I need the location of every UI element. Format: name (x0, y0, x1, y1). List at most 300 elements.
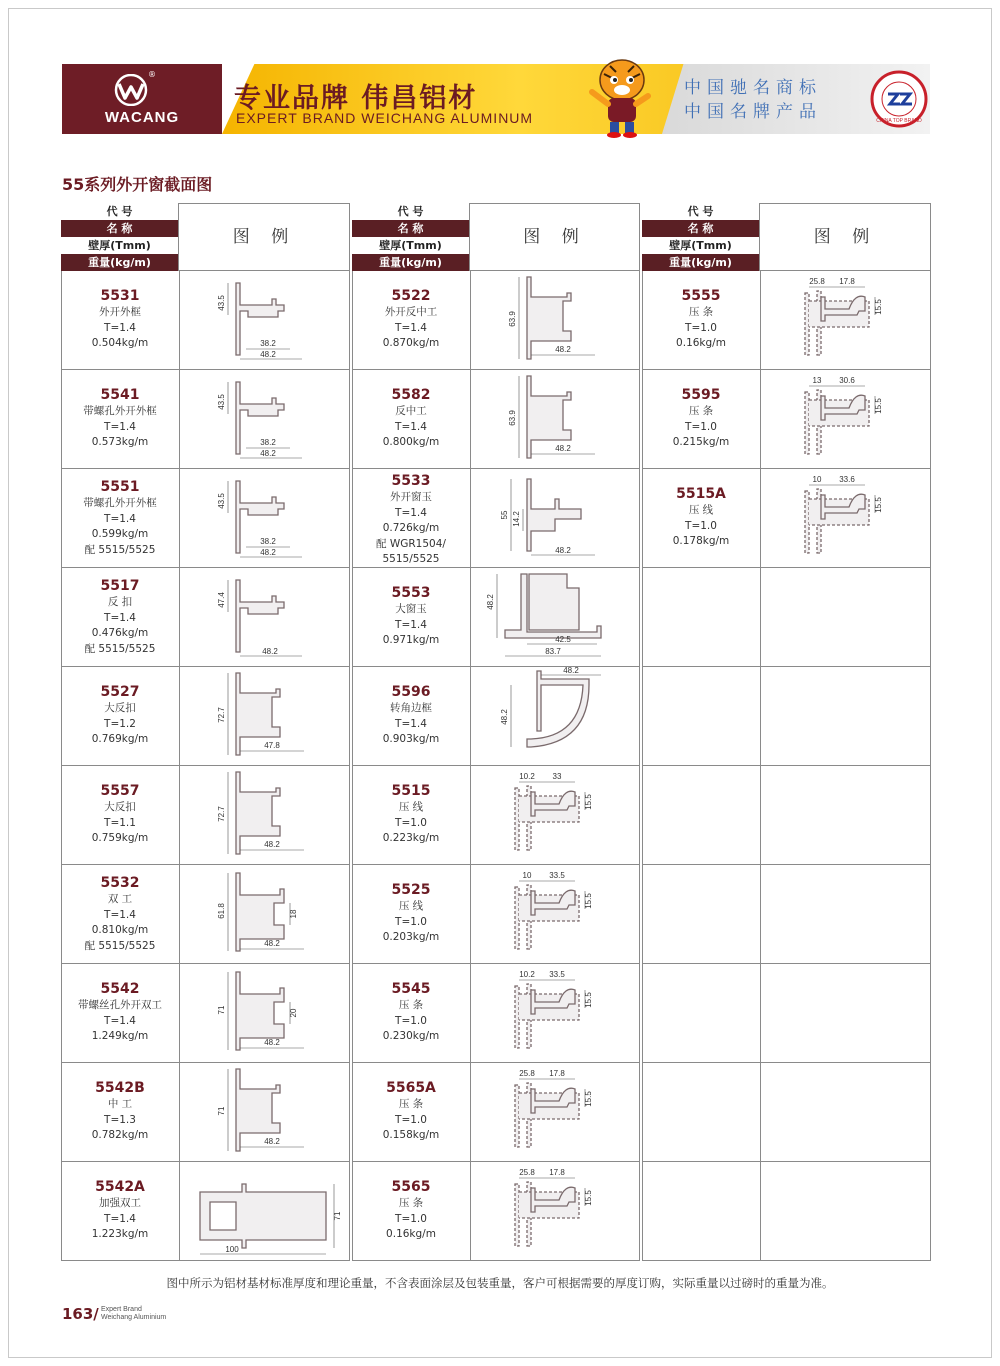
profile-spec: T=1.3 (104, 1113, 136, 1126)
profile-spec: T=1.4 (104, 1212, 136, 1225)
table-row (352, 1063, 640, 1162)
profile-info (352, 865, 470, 964)
profile-info (61, 667, 179, 766)
profile-spec: 0.230kg/m (382, 1030, 440, 1042)
table-row (642, 766, 931, 865)
profile-info (61, 865, 179, 964)
profile-spec: 0.476kg/m (91, 627, 149, 639)
profile-spec: T=1.4 (104, 512, 136, 525)
dimension-label: 48.2 (264, 939, 280, 948)
table-row (642, 865, 931, 964)
profile-figure (180, 667, 344, 766)
header-thickness: 壁厚(Tmm) (61, 237, 178, 254)
table-row (61, 568, 350, 667)
profile-code: 5582 (391, 387, 431, 403)
profile-info (352, 766, 470, 865)
dimension-label: 33.5 (549, 970, 565, 979)
cert-line-2: 中国名牌产品 (684, 102, 822, 122)
dimension-label: 38.2 (260, 537, 276, 546)
table-row (352, 865, 640, 964)
profile-spec: 压 条 (688, 306, 714, 318)
dimension-label: 33.6 (839, 475, 855, 484)
profile-spec: 带螺孔外开外框 (83, 405, 157, 417)
profile-info (642, 865, 760, 964)
dimension-label: 10.2 (519, 772, 535, 781)
profile-spec: T=1.1 (104, 816, 136, 829)
profile-spec: T=1.4 (395, 717, 427, 730)
slogan-english: EXPERT BRAND WEICHANG ALUMINUM (236, 110, 534, 126)
profile-spec: 压 线 (688, 504, 714, 516)
cross-section-drawing (180, 865, 344, 964)
profile-spec: 大反扣 (104, 702, 136, 714)
profile-code: 5525 (391, 882, 431, 898)
dimension-label: 33 (552, 772, 562, 781)
dimension-label: 72.7 (217, 806, 226, 822)
table-row (642, 469, 931, 568)
profile-info (352, 667, 470, 766)
profile-spec: 0.223kg/m (382, 832, 440, 844)
profile-code: 5515A (676, 486, 726, 502)
profile-spec: 双 工 (107, 893, 133, 905)
profile-shape (527, 671, 589, 747)
dimension-label: 48.2 (260, 548, 276, 557)
profile-code: 5531 (100, 288, 140, 304)
cross-section-drawing (180, 568, 344, 667)
brand-logo (62, 64, 222, 134)
table-row (61, 1063, 350, 1162)
dimension-label: 48.2 (500, 709, 509, 725)
seal-caption: CHINA TOP BRAND (876, 118, 922, 124)
slogan-text: 专业品牌 伟昌铝材 (234, 83, 478, 114)
table-row (642, 1162, 931, 1261)
profile-spec: 外开反中工 (384, 306, 438, 318)
table-row (61, 370, 350, 469)
dimension-label: 48.2 (264, 1137, 280, 1146)
dimension-label: 71 (217, 1106, 226, 1116)
dimension-label: 10.2 (519, 970, 535, 979)
dimension-label: 25.8 (809, 277, 825, 286)
profile-info (352, 964, 470, 1063)
dimension-label: 38.2 (260, 438, 276, 447)
dimension-label: 15.5 (584, 992, 593, 1008)
profile-info (642, 469, 760, 568)
profile-spec: 5515/5525 (382, 553, 440, 565)
profile-spec: T=1.0 (395, 816, 427, 829)
profile-code: 5551 (100, 479, 140, 495)
profile-spec: 0.870kg/m (382, 337, 440, 349)
table-row (352, 766, 640, 865)
header-figure: 图 例 (760, 203, 931, 271)
dimension-label: 43.5 (217, 394, 226, 410)
dimension-label: 17.8 (839, 277, 855, 286)
table-row (642, 964, 931, 1063)
dimension-label: 17.8 (549, 1168, 565, 1177)
profile-figure (761, 865, 925, 964)
profile-code: 5515 (391, 783, 431, 799)
profile-figure (761, 271, 925, 370)
profile-figure (761, 568, 925, 667)
dimension-label: 61.8 (217, 903, 226, 919)
dimension-label: 15.5 (874, 497, 883, 513)
profile-spec: 配 WGR1504/ (376, 537, 446, 550)
cross-section-drawing (471, 1063, 635, 1162)
page-brand-line-2: Weichang Aluminium (101, 1314, 167, 1321)
dimension-label: 48.2 (262, 647, 278, 656)
header-weight: 重量(kg/m) (352, 254, 469, 271)
dimension-label: 10 (812, 475, 822, 484)
dimension-label: 63.9 (508, 410, 517, 426)
dimension-label: 63.9 (508, 311, 517, 327)
header-code: 代 号 (352, 203, 469, 220)
tiger-mascot-icon (582, 52, 662, 138)
profile-figure (471, 370, 635, 469)
profile-code: 5553 (391, 585, 431, 601)
table-row (642, 568, 931, 667)
profile-code: 5542A (95, 1179, 145, 1195)
profile-code: 5542B (95, 1080, 145, 1096)
profile-spec: 1.249kg/m (91, 1030, 149, 1042)
profile-figure (761, 667, 925, 766)
dimension-label: 47.8 (264, 741, 280, 750)
cross-section-drawing (761, 469, 925, 568)
dimension-label: 100 (225, 1245, 239, 1254)
table-row (642, 370, 931, 469)
profile-spec: T=1.4 (395, 618, 427, 631)
header-thickness: 壁厚(Tmm) (352, 237, 469, 254)
profile-info (61, 1162, 179, 1261)
table-column (352, 203, 640, 1261)
table-row (61, 766, 350, 865)
profile-figure (471, 1063, 635, 1162)
cross-section-drawing (180, 370, 344, 469)
dimension-label: 33.5 (549, 871, 565, 880)
profile-figure (180, 964, 344, 1063)
profile-info (61, 766, 179, 865)
profile-spec: 0.810kg/m (91, 924, 149, 936)
dimension-label: 48.2 (264, 840, 280, 849)
cross-section-drawing (761, 271, 925, 370)
profile-spec: T=1.4 (104, 321, 136, 334)
profile-spec: 压 线 (398, 900, 424, 912)
profile-info (642, 568, 760, 667)
profile-info (61, 271, 179, 370)
dimension-label: 43.5 (217, 493, 226, 509)
dimension-label: 17.8 (549, 1069, 565, 1078)
profile-code: 5542 (100, 981, 140, 997)
profile-spec: 压 条 (398, 999, 424, 1011)
dimension-label: 48.2 (260, 350, 276, 359)
profile-info (61, 370, 179, 469)
table-row (352, 964, 640, 1063)
cross-section-drawing (180, 1162, 344, 1261)
page-brand-line-1: Expert Brand (101, 1306, 142, 1313)
table-row (352, 469, 640, 568)
header-labels (61, 203, 179, 271)
profile-spec: T=1.4 (395, 420, 427, 433)
profile-code: 5522 (391, 288, 431, 304)
dimension-label: 48.2 (260, 449, 276, 458)
profile-spec: 压 条 (688, 405, 714, 417)
header-code: 代 号 (61, 203, 178, 220)
profile-figure (180, 370, 344, 469)
dimension-label: 15.5 (874, 398, 883, 414)
profile-spec: 0.573kg/m (91, 436, 149, 448)
dimension-label: 15.5 (584, 794, 593, 810)
cross-section-drawing (471, 667, 635, 766)
cross-section-drawing (471, 1162, 635, 1261)
profile-spec: 压 线 (398, 801, 424, 813)
table-row (352, 271, 640, 370)
profile-code: 5595 (681, 387, 721, 403)
profile-figure (761, 964, 925, 1063)
profile-info (642, 766, 760, 865)
dimension-label: 30.6 (839, 376, 855, 385)
profile-spec: T=1.4 (395, 321, 427, 334)
profile-spec: 0.759kg/m (91, 832, 149, 844)
dimension-label: 72.7 (217, 707, 226, 723)
dimension-label: 48.2 (486, 594, 495, 610)
header-name: 名 称 (352, 220, 469, 237)
profile-spec: T=1.0 (395, 1113, 427, 1126)
profile-code: 5557 (100, 783, 140, 799)
profile-shape (200, 1184, 326, 1248)
header-weight: 重量(kg/m) (61, 254, 178, 271)
profile-spec: 0.599kg/m (91, 528, 149, 540)
cross-section-drawing (180, 271, 344, 370)
dimension-label: 38.2 (260, 339, 276, 348)
dimension-label: 43.5 (217, 295, 226, 311)
dimension-label: 13 (812, 376, 822, 385)
profile-figure (471, 766, 635, 865)
cross-section-drawing (471, 766, 635, 865)
profile-spec: 0.178kg/m (672, 535, 730, 547)
table-column (642, 203, 931, 1261)
table-row (352, 568, 640, 667)
dimension-label: 20 (289, 1008, 298, 1018)
table-row (642, 667, 931, 766)
profile-spec: 配 5515/5525 (84, 939, 156, 952)
profile-figure (180, 271, 344, 370)
cross-section-drawing (180, 964, 344, 1063)
profile-figure (180, 568, 344, 667)
header-labels (352, 203, 470, 271)
profile-spec: T=1.4 (104, 420, 136, 433)
dimension-label: 14.2 (512, 511, 521, 527)
profile-info (642, 271, 760, 370)
cross-section-drawing (180, 766, 344, 865)
dimension-label: 83.7 (545, 647, 561, 656)
profile-spec: 0.903kg/m (382, 733, 440, 745)
dimension-label: 55 (500, 510, 509, 520)
dimension-label: 25.8 (519, 1069, 535, 1078)
profile-info (61, 1063, 179, 1162)
table-row (61, 1162, 350, 1261)
profile-spec: T=1.0 (685, 420, 717, 433)
dimension-label: 48.2 (563, 667, 579, 675)
profile-spec: 0.203kg/m (382, 931, 440, 943)
table-row (61, 469, 350, 568)
profile-spec: 转角边框 (390, 702, 432, 714)
dimension-label: 15.5 (874, 299, 883, 315)
profile-spec: T=1.4 (104, 611, 136, 624)
profile-info (352, 370, 470, 469)
profile-spec: 0.726kg/m (382, 522, 440, 534)
profile-spec: 0.16kg/m (676, 337, 726, 349)
header-figure: 图 例 (470, 203, 640, 271)
dimension-label: 48.2 (555, 444, 571, 453)
profile-figure (471, 667, 635, 766)
dimension-label: 42.5 (555, 635, 571, 644)
dimension-label: 48.2 (555, 546, 571, 555)
profile-shape (527, 479, 581, 551)
dimension-label: 18 (289, 909, 298, 919)
profile-spec: T=1.4 (395, 506, 427, 519)
cross-section-drawing (180, 469, 344, 568)
profile-spec: 0.504kg/m (91, 337, 149, 349)
header-labels (642, 203, 760, 271)
profile-spec: 0.782kg/m (91, 1129, 149, 1141)
profile-spec: 0.800kg/m (382, 436, 440, 448)
header-name: 名 称 (642, 220, 759, 237)
profile-shape (505, 574, 601, 638)
table-column (61, 203, 350, 1261)
brand-name: WACANG (104, 109, 180, 126)
dimension-label: 15.5 (584, 893, 593, 909)
table-row (642, 1063, 931, 1162)
cross-section-drawing (471, 568, 635, 667)
profile-info (642, 1162, 760, 1261)
profile-spec: 大窗玉 (395, 603, 427, 615)
dimension-label: 48.2 (555, 345, 571, 354)
profile-spec: T=1.0 (685, 321, 717, 334)
profile-figure (471, 568, 635, 667)
footnote: 图中所示为铝材基材标准厚度和理论重量，不含表面涂层及包装重量，客户可根据需要的厚度订购，实际重量以过磅时的重量为准。 (166, 1276, 834, 1290)
profile-shape (236, 580, 284, 652)
profile-spec: 0.16kg/m (386, 1228, 436, 1240)
profile-code: 5565A (386, 1080, 436, 1096)
dimension-label: 48.2 (264, 1038, 280, 1047)
cross-section-drawing (761, 370, 925, 469)
profile-code: 5545 (391, 981, 431, 997)
header-name: 名 称 (61, 220, 178, 237)
cross-section-drawing (180, 667, 344, 766)
table-row (61, 667, 350, 766)
dimension-label: 15.5 (584, 1091, 593, 1107)
profile-info (352, 1063, 470, 1162)
page-number: 163/ (62, 1305, 99, 1323)
profile-figure (180, 1162, 344, 1261)
profile-figure (180, 766, 344, 865)
dimension-label: 15.5 (584, 1190, 593, 1206)
profile-spec: 外开窗玉 (390, 491, 432, 503)
profile-spec: 0.971kg/m (382, 634, 440, 646)
profile-info (642, 1063, 760, 1162)
profile-info (352, 568, 470, 667)
profile-spec: 反 扣 (107, 596, 133, 608)
profile-figure (180, 469, 344, 568)
profile-spec: 压 条 (398, 1197, 424, 1209)
header-code: 代 号 (642, 203, 759, 220)
profile-info (61, 964, 179, 1063)
profile-spec: 配 5515/5525 (84, 543, 156, 556)
header-banner (62, 64, 930, 134)
profile-figure (761, 1162, 925, 1261)
cert-line-1: 中国驰名商标 (684, 78, 822, 98)
profile-info (352, 469, 470, 568)
profile-figure (761, 370, 925, 469)
china-top-brand-seal-icon (870, 70, 928, 128)
table-row (61, 271, 350, 370)
registered-mark: ® (148, 70, 156, 79)
profile-spec: 大反扣 (104, 801, 136, 813)
profile-spec: T=1.0 (395, 1212, 427, 1225)
header-thickness: 壁厚(Tmm) (642, 237, 759, 254)
certification-text (684, 76, 822, 124)
profile-spec: T=1.4 (104, 908, 136, 921)
profile-spec: 反中工 (395, 405, 427, 417)
cross-section-drawing (471, 370, 635, 469)
profile-figure (471, 865, 635, 964)
header-figure: 图 例 (179, 203, 350, 271)
profile-spec: 外开外框 (99, 306, 141, 318)
profile-figure (761, 766, 925, 865)
dimension-label: 10 (522, 871, 532, 880)
profile-info (352, 1162, 470, 1261)
profile-spec: 0.215kg/m (672, 436, 730, 448)
profile-spec: T=1.4 (104, 1014, 136, 1027)
profile-code: 5565 (391, 1179, 431, 1195)
table-row (61, 865, 350, 964)
table-row (61, 964, 350, 1063)
profile-spec: 中 工 (107, 1098, 133, 1110)
table-row (352, 370, 640, 469)
profile-info (642, 667, 760, 766)
cross-section-drawing (180, 1063, 344, 1162)
profile-figure (471, 469, 635, 568)
profile-figure (471, 271, 635, 370)
profile-spec: 压 条 (398, 1098, 424, 1110)
profile-spec: 带螺丝孔外开双工 (78, 999, 162, 1011)
profile-figure (471, 1162, 635, 1261)
dimension-label: 47.4 (217, 592, 226, 608)
profile-code: 5527 (100, 684, 140, 700)
profile-spec: 0.769kg/m (91, 733, 149, 745)
dimension-label: 25.8 (519, 1168, 535, 1177)
profile-spec: 配 5515/5525 (84, 642, 156, 655)
cross-section-drawing (471, 469, 635, 568)
profile-code: 5532 (100, 875, 140, 891)
profile-figure (180, 865, 344, 964)
dimension-label: 71 (333, 1211, 342, 1221)
profile-code: 5517 (100, 578, 140, 594)
profile-spec: 1.223kg/m (91, 1228, 149, 1240)
profile-figure (180, 1063, 344, 1162)
dimension-label: 71 (217, 1005, 226, 1015)
profile-code: 5533 (391, 473, 431, 489)
page-brand (101, 1306, 166, 1322)
profile-spec: 0.158kg/m (382, 1129, 440, 1141)
profile-info (352, 271, 470, 370)
profile-spec: 加强双工 (99, 1197, 141, 1209)
profile-spec: T=1.2 (104, 717, 136, 730)
profile-spec: T=1.0 (685, 519, 717, 532)
profile-code: 5541 (100, 387, 140, 403)
section-title: 55系列外开窗截面图 (62, 175, 213, 194)
cross-section-drawing (471, 964, 635, 1063)
cross-section-drawing (471, 865, 635, 964)
profile-info (61, 568, 179, 667)
header-weight: 重量(kg/m) (642, 254, 759, 271)
